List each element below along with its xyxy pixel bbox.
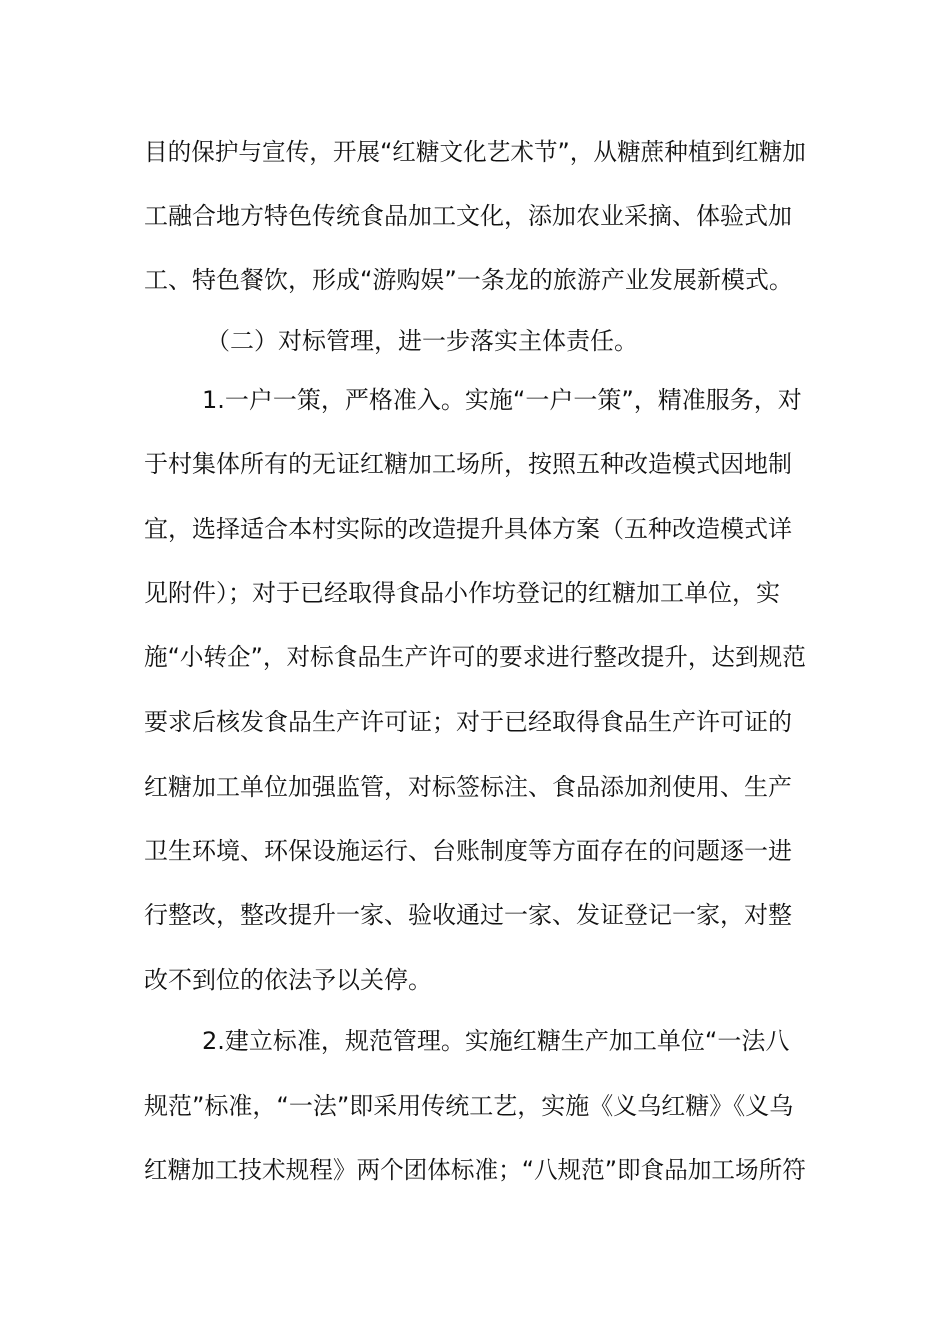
body-line-7: 宜，选择适合本村实际的改造提升具体方案（五种改造模式详 xyxy=(144,515,792,543)
body-line-2: 工融合地方特色传统食品加工文化，添加农业采摘、体验式加 xyxy=(144,202,792,230)
body-line-3: 工、特色餐饮，形成“游购娱”一条龙的旅游产业发展新模式。 xyxy=(144,266,793,294)
body-line-9: 施“小转企”，对标食品生产许可的要求进行整改提升，达到规范 xyxy=(144,643,806,671)
body-line-8: 见附件）；对于已经取得食品小作坊登记的红糖加工单位，实 xyxy=(144,579,780,607)
body-line-16: 规范”标准，“一法”即采用传统工艺，实施《义乌红糖》《义乌 xyxy=(144,1092,794,1120)
body-line-11: 红糖加工单位加强监管，对标签标注、食品添加剂使用、生产 xyxy=(144,773,792,801)
body-line-6: 于村集体所有的无证红糖加工场所，按照五种改造模式因地制 xyxy=(144,450,792,478)
body-line-12: 卫生环境、环保设施运行、台账制度等方面存在的问题逐一进 xyxy=(144,837,792,865)
body-line-14: 改不到位的依法予以关停。 xyxy=(144,966,432,994)
body-line-17: 红糖加工技术规程》两个团体标准；“八规范”即食品加工场所符 xyxy=(144,1156,806,1184)
body-line-5: 1.一户一策，严格准入。实施“一户一策”，精准服务，对 xyxy=(202,386,802,414)
section-heading-2: （二）对标管理，进一步落实主体责任。 xyxy=(206,327,638,355)
body-line-1: 目的保护与宣传，开展“红糖文化艺术节”，从糖蔗种植到红糖加 xyxy=(144,138,806,166)
body-line-13: 行整改，整改提升一家、验收通过一家、发证登记一家，对整 xyxy=(144,901,792,929)
body-line-10: 要求后核发食品生产许可证；对于已经取得食品生产许可证的 xyxy=(144,708,792,736)
body-line-15: 2.建立标准，规范管理。实施红糖生产加工单位“一法八 xyxy=(202,1027,790,1055)
